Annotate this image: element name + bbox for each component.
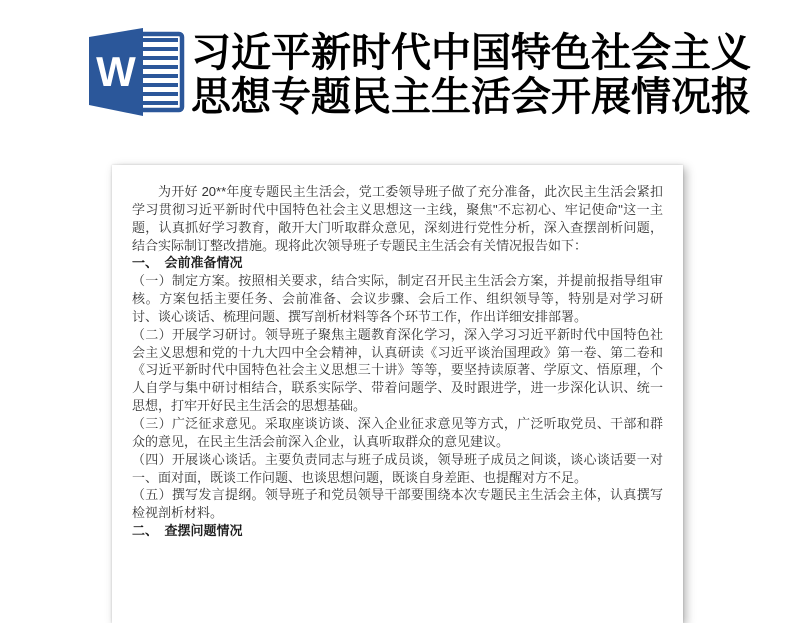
doc-heading-section-2-clipped: 二、 查摆问题情况 [132, 523, 243, 539]
doc-paragraph-intro: 为开好 20**年度专题民主生活会，党工委领导班子做了充分准备，此次民主生活会紧扣学习贯彻习近平新时代中国特色社会主义思想这一主线，聚焦"不忘初心、牢记使命"这一主题，认真抓好学习教育，敞开大门听取群众意见，深刻进行党性分析，深入查摆剖析问题，结合实际制订整改措施。现将此次领导班子专题民主生活会有关情况报告如下： [132, 184, 663, 253]
doc-paragraph-item-2: （二）开展学习研讨。领导班子聚焦主题教育深化学习，深入学习习近平新时代中国特色社会主义思想和党的十九大四中全会精神，认真研读《习近平谈治国理政》第一卷、第二卷和《习近平新时代中国特色社会主义思想三十讲》等等，要坚持读原著、学原文、悟原理，个人自学与集中研讨相结合，联系实际学、带着问题学、及时跟进学，进一步深化认识、统一思想，打牢开好民主生活会的思想基础。 [132, 326, 663, 414]
page-title: 习近平新时代中国特色社会主义思想专题民主生活会开展情况报 [191, 31, 751, 119]
doc-paragraph-item-1: （一）制定方案。按照相关要求，结合实际，制定召开民主生活会方案，并提前报指导组审核。方案包括主要任务、会前准备、会议步骤、会后工作、组织领导等，特别是对学习研讨、谈心谈话、梳理问题、撰写剖析材料等各个环节工作，作出详细安排部署。 [132, 273, 663, 324]
word-icon-letter: W [96, 48, 136, 95]
doc-heading-section-1: 一、 会前准备情况 [132, 255, 243, 271]
doc-paragraph-item-5: （五）撰写发言提纲。领导班子和党员领导干部要围绕本次专题民主生活会主体，认真撰写检视剖析材料。 [132, 487, 663, 521]
doc-paragraph-item-4: （四）开展谈心谈话。主要负责同志与班子成员谈，领导班子成员之间谈，谈心谈话要一对一、面对面，既谈工作问题、也谈思想问题，既谈自身差距、也提醒对方不足。 [132, 451, 663, 485]
document-page [112, 165, 683, 623]
header [0, 0, 800, 150]
word-icon [88, 27, 186, 117]
doc-paragraph-item-3: （三）广泛征求意见。采取座谈访谈、深入企业征求意见等方式，广泛听取党员、干部和群众的意见，在民主生活会前深入企业，认真听取群众的意见建议。 [132, 415, 663, 449]
